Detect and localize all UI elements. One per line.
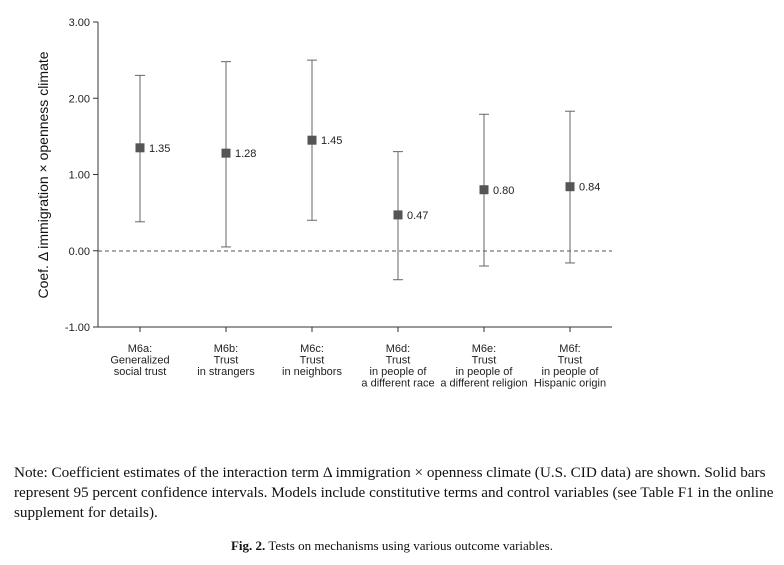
point-estimate-marker bbox=[308, 136, 317, 145]
x-tick-label: M6f: bbox=[559, 343, 581, 355]
figure-note: Note: Coefficient estimates of the interaction term Δ immigration × openness climate (U.S. CID data) are shown. Solid bars represent 95 percent confidence intervals. Models include constitutive terms and control variables (see Table F1 in the online supplement for details). bbox=[14, 464, 774, 521]
x-tick-label: M6c: bbox=[300, 343, 324, 355]
y-axis-label: Coef. Δ immigration × openness climate bbox=[35, 51, 51, 299]
x-tick-label: Trust bbox=[385, 354, 411, 367]
figure-title: Tests on mechanisms using various outcome variables. bbox=[268, 538, 553, 553]
y-tick-label: 1.00 bbox=[68, 169, 90, 182]
estimate-value-label: 1.45 bbox=[321, 135, 343, 148]
point-estimate-marker bbox=[136, 143, 145, 152]
x-tick-label: M6e: bbox=[471, 343, 497, 355]
x-tick-label: M6a: bbox=[127, 343, 153, 355]
y-axis-ticks bbox=[65, 17, 98, 334]
x-tick-label: Generalized bbox=[110, 354, 170, 367]
x-tick-label: a different religion bbox=[440, 377, 528, 390]
x-tick-label: in neighbors bbox=[282, 366, 342, 378]
point-estimate-marker bbox=[222, 149, 231, 158]
y-tick-label: -1.00 bbox=[64, 322, 90, 334]
y-tick-label: 3.00 bbox=[68, 17, 90, 29]
x-tick-label: a different race bbox=[361, 377, 435, 390]
estimate-marks bbox=[135, 60, 600, 280]
x-tick-label: Hispanic origin bbox=[533, 377, 607, 390]
estimate-value-label: 0.80 bbox=[493, 184, 515, 197]
x-tick-label: Trust bbox=[299, 354, 325, 367]
x-tick-label: Trust bbox=[213, 354, 239, 367]
estimate-value-label: 1.28 bbox=[235, 148, 257, 161]
estimate-value-label: 1.35 bbox=[149, 142, 171, 155]
x-tick-label: in people of bbox=[369, 366, 427, 378]
point-estimate-marker bbox=[480, 185, 489, 194]
x-tick-label: Trust bbox=[557, 354, 583, 367]
x-axis-ticks bbox=[110, 327, 606, 390]
x-tick-label: in strangers bbox=[197, 366, 255, 378]
x-tick-label: social trust bbox=[113, 366, 167, 378]
estimate-value-label: 0.47 bbox=[407, 209, 429, 222]
point-estimate-marker bbox=[394, 210, 403, 219]
x-tick-label: in people of bbox=[455, 366, 513, 378]
x-tick-label: M6d: bbox=[385, 343, 411, 355]
x-tick-label: Trust bbox=[471, 354, 497, 367]
estimate-value-label: 0.84 bbox=[579, 181, 601, 194]
point-estimate-marker bbox=[566, 182, 575, 191]
x-tick-label: in people of bbox=[541, 366, 599, 378]
figure-caption bbox=[0, 538, 784, 554]
y-tick-label: 2.00 bbox=[68, 93, 90, 106]
figure-number: Fig. 2. bbox=[230, 538, 266, 553]
x-tick-label: M6b: bbox=[213, 343, 239, 355]
y-tick-label: 0.00 bbox=[68, 245, 90, 258]
